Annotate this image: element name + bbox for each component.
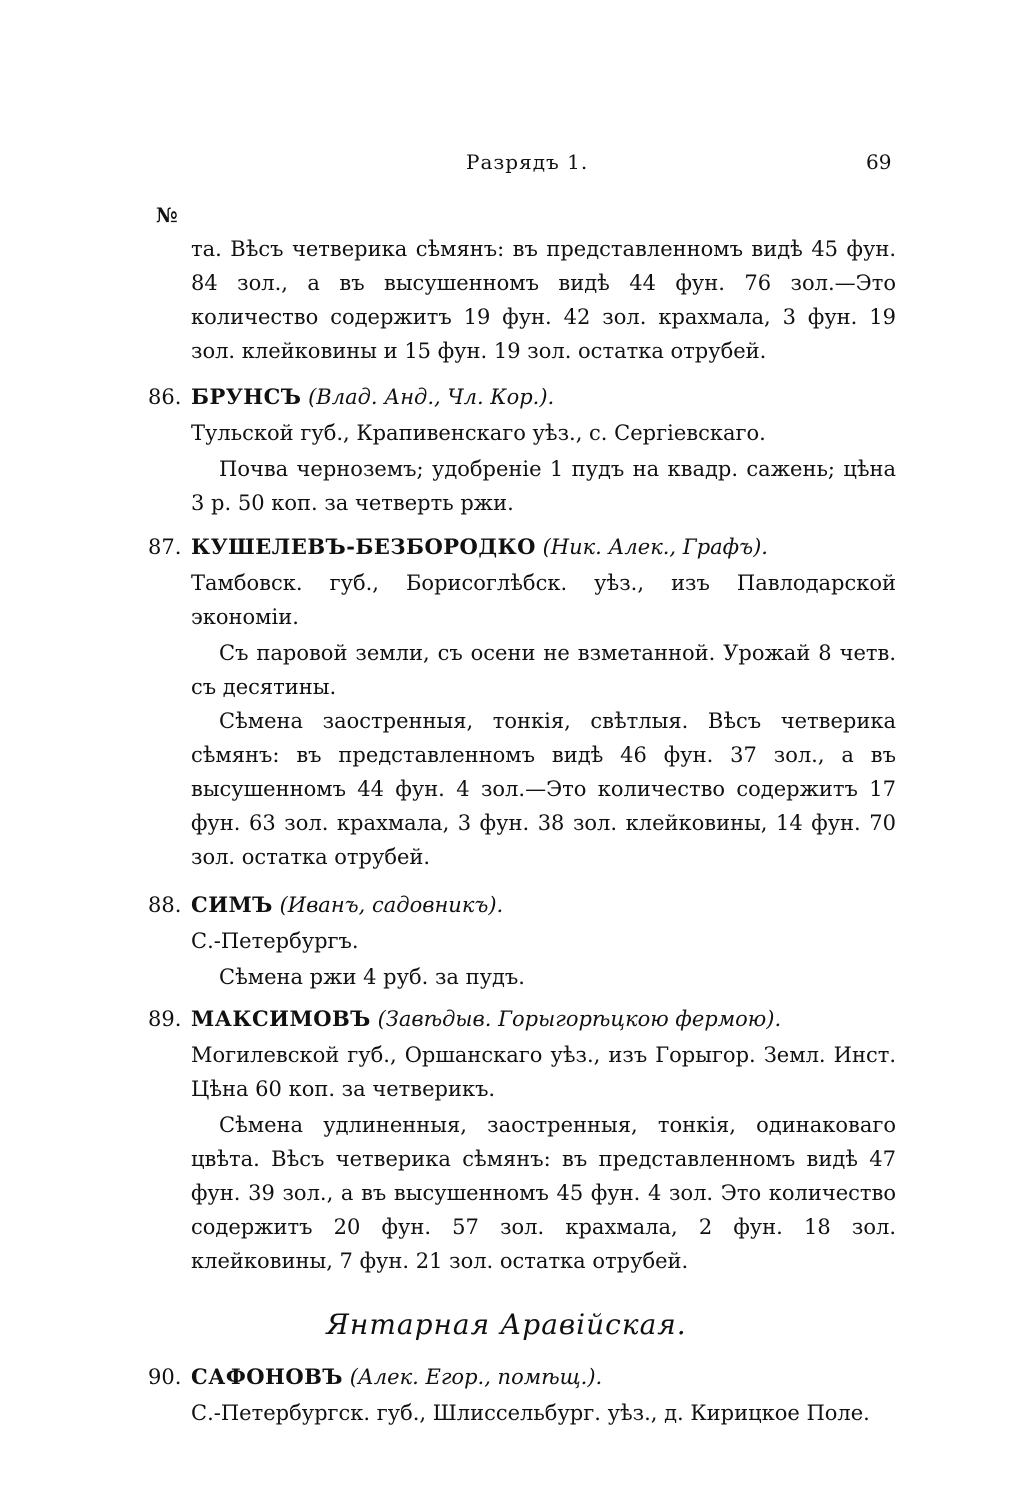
description-paragraph: Почва черноземъ; удобреніе 1 пудъ на квадр. сажень; цѣна 3 р. 50 коп. за четверть ржи.: [191, 457, 896, 515]
description-paragraph: Сѣмена заостренныя, тонкія, свѣтлыя. Вѣсъ четверика сѣмянъ: въ представленномъ видѣ 46 фун. 37 зол., а въ высушенномъ 44 фун. 4 зол.—Это количество содержитъ 17 фун. 63 зол. крахмала, 3 фун. 38 зол. клейковины, 14 фун. 70 зол. остатка отрубей.: [191, 709, 896, 869]
entry-description: [148, 636, 896, 874]
continuation-paragraph: та. Вѣсъ четверика сѣмянъ: въ представленномъ видѣ 45 фун. 84 зол., а въ высушенномъ видѣ 44 фун. 76 зол.—Это количество содержитъ 19 фун. 42 зол. крахмала, 3 фун. 19 зол. клейковины и 15 фун. 19 зол. остатка отрубей.: [191, 237, 896, 363]
exhibitor-name: СИМЪ: [191, 892, 273, 917]
running-head: Разрядъ 1.: [466, 150, 589, 174]
entry-location: Тульской губ., Крапивенскаго уѣз., с. Сергіевскаго.: [191, 421, 766, 445]
exhibitor-name: МАКСИМОВЪ: [191, 1006, 371, 1031]
entry-location: Тамбовск. губ., Борисоглѣбск. уѣз., изъ Павлодарской экономіи.: [191, 571, 896, 629]
entry-heading: [148, 532, 896, 562]
page-number: 69: [866, 150, 892, 174]
description-paragraph: Съ паровой земли, съ осени не взметанной. Урожай 8 четв. съ десятины.: [191, 641, 896, 699]
exhibitor-details: (Иванъ, садовникъ).: [279, 893, 504, 917]
entry-87: [148, 532, 896, 874]
entry-location: С.-Петербургъ.: [191, 929, 359, 953]
entry-86: [148, 382, 896, 520]
description-paragraph: Сѣмена ржи 4 руб. за пудъ.: [219, 965, 525, 989]
entry-description: [148, 960, 896, 994]
entry-location: Могилевской губ., Оршанскаго уѣз., изъ Горыгор. Земл. Инст. Цѣна 60 коп. за четверикъ.: [191, 1043, 896, 1101]
section-title: Янтарная Аравійская.: [326, 1308, 687, 1341]
entry-88: [148, 890, 896, 994]
exhibitor-name: КУШЕЛЕВЪ-БЕЗБОРОДКО: [191, 534, 536, 559]
entry-number: 87.: [148, 535, 182, 559]
entry-heading: [148, 1362, 896, 1392]
entry-heading: [148, 382, 896, 412]
entry-90: [148, 1362, 896, 1430]
exhibitor-name: БРУНСЪ: [191, 384, 302, 409]
entry-number: 90.: [148, 1365, 182, 1389]
exhibitor-name: САФОНОВЪ: [191, 1364, 344, 1389]
entry-location: С.-Петербургск. губ., Шлиссельбург. уѣз., д. Кирицкое Поле.: [191, 1401, 870, 1425]
entry-description: [148, 452, 896, 520]
exhibitor-details: (Влад. Анд., Чл. Кор.).: [308, 385, 555, 409]
entry-description: [148, 1108, 896, 1278]
entry-number: 89.: [148, 1007, 182, 1031]
entry-heading: [148, 890, 896, 920]
entry-number: 88.: [148, 893, 182, 917]
entry-heading: [148, 1004, 896, 1034]
exhibitor-details: (Алек. Егор., помѣщ.).: [349, 1365, 603, 1389]
description-paragraph: Сѣмена удлиненныя, заостренныя, тонкія, одинаковаго цвѣта. Вѣсъ четверика сѣмянъ: въ представленномъ видѣ 47 фун. 39 зол., а въ высушенномъ 45 фун. 4 зол. Это количество содержитъ 20 фун. 57 зол. крахмала, 2 фун. 18 зол. клейковины, 7 фун. 21 зол. остатка отрубей.: [191, 1113, 896, 1273]
entry-89: [148, 1004, 896, 1278]
entry-number: 86.: [148, 385, 182, 409]
exhibitor-details: (Завѣдыв. Горыгорѣцкою фермою).: [377, 1007, 782, 1031]
number-sign: №: [156, 203, 178, 227]
exhibitor-details: (Ник. Алек., Графъ).: [542, 535, 768, 559]
